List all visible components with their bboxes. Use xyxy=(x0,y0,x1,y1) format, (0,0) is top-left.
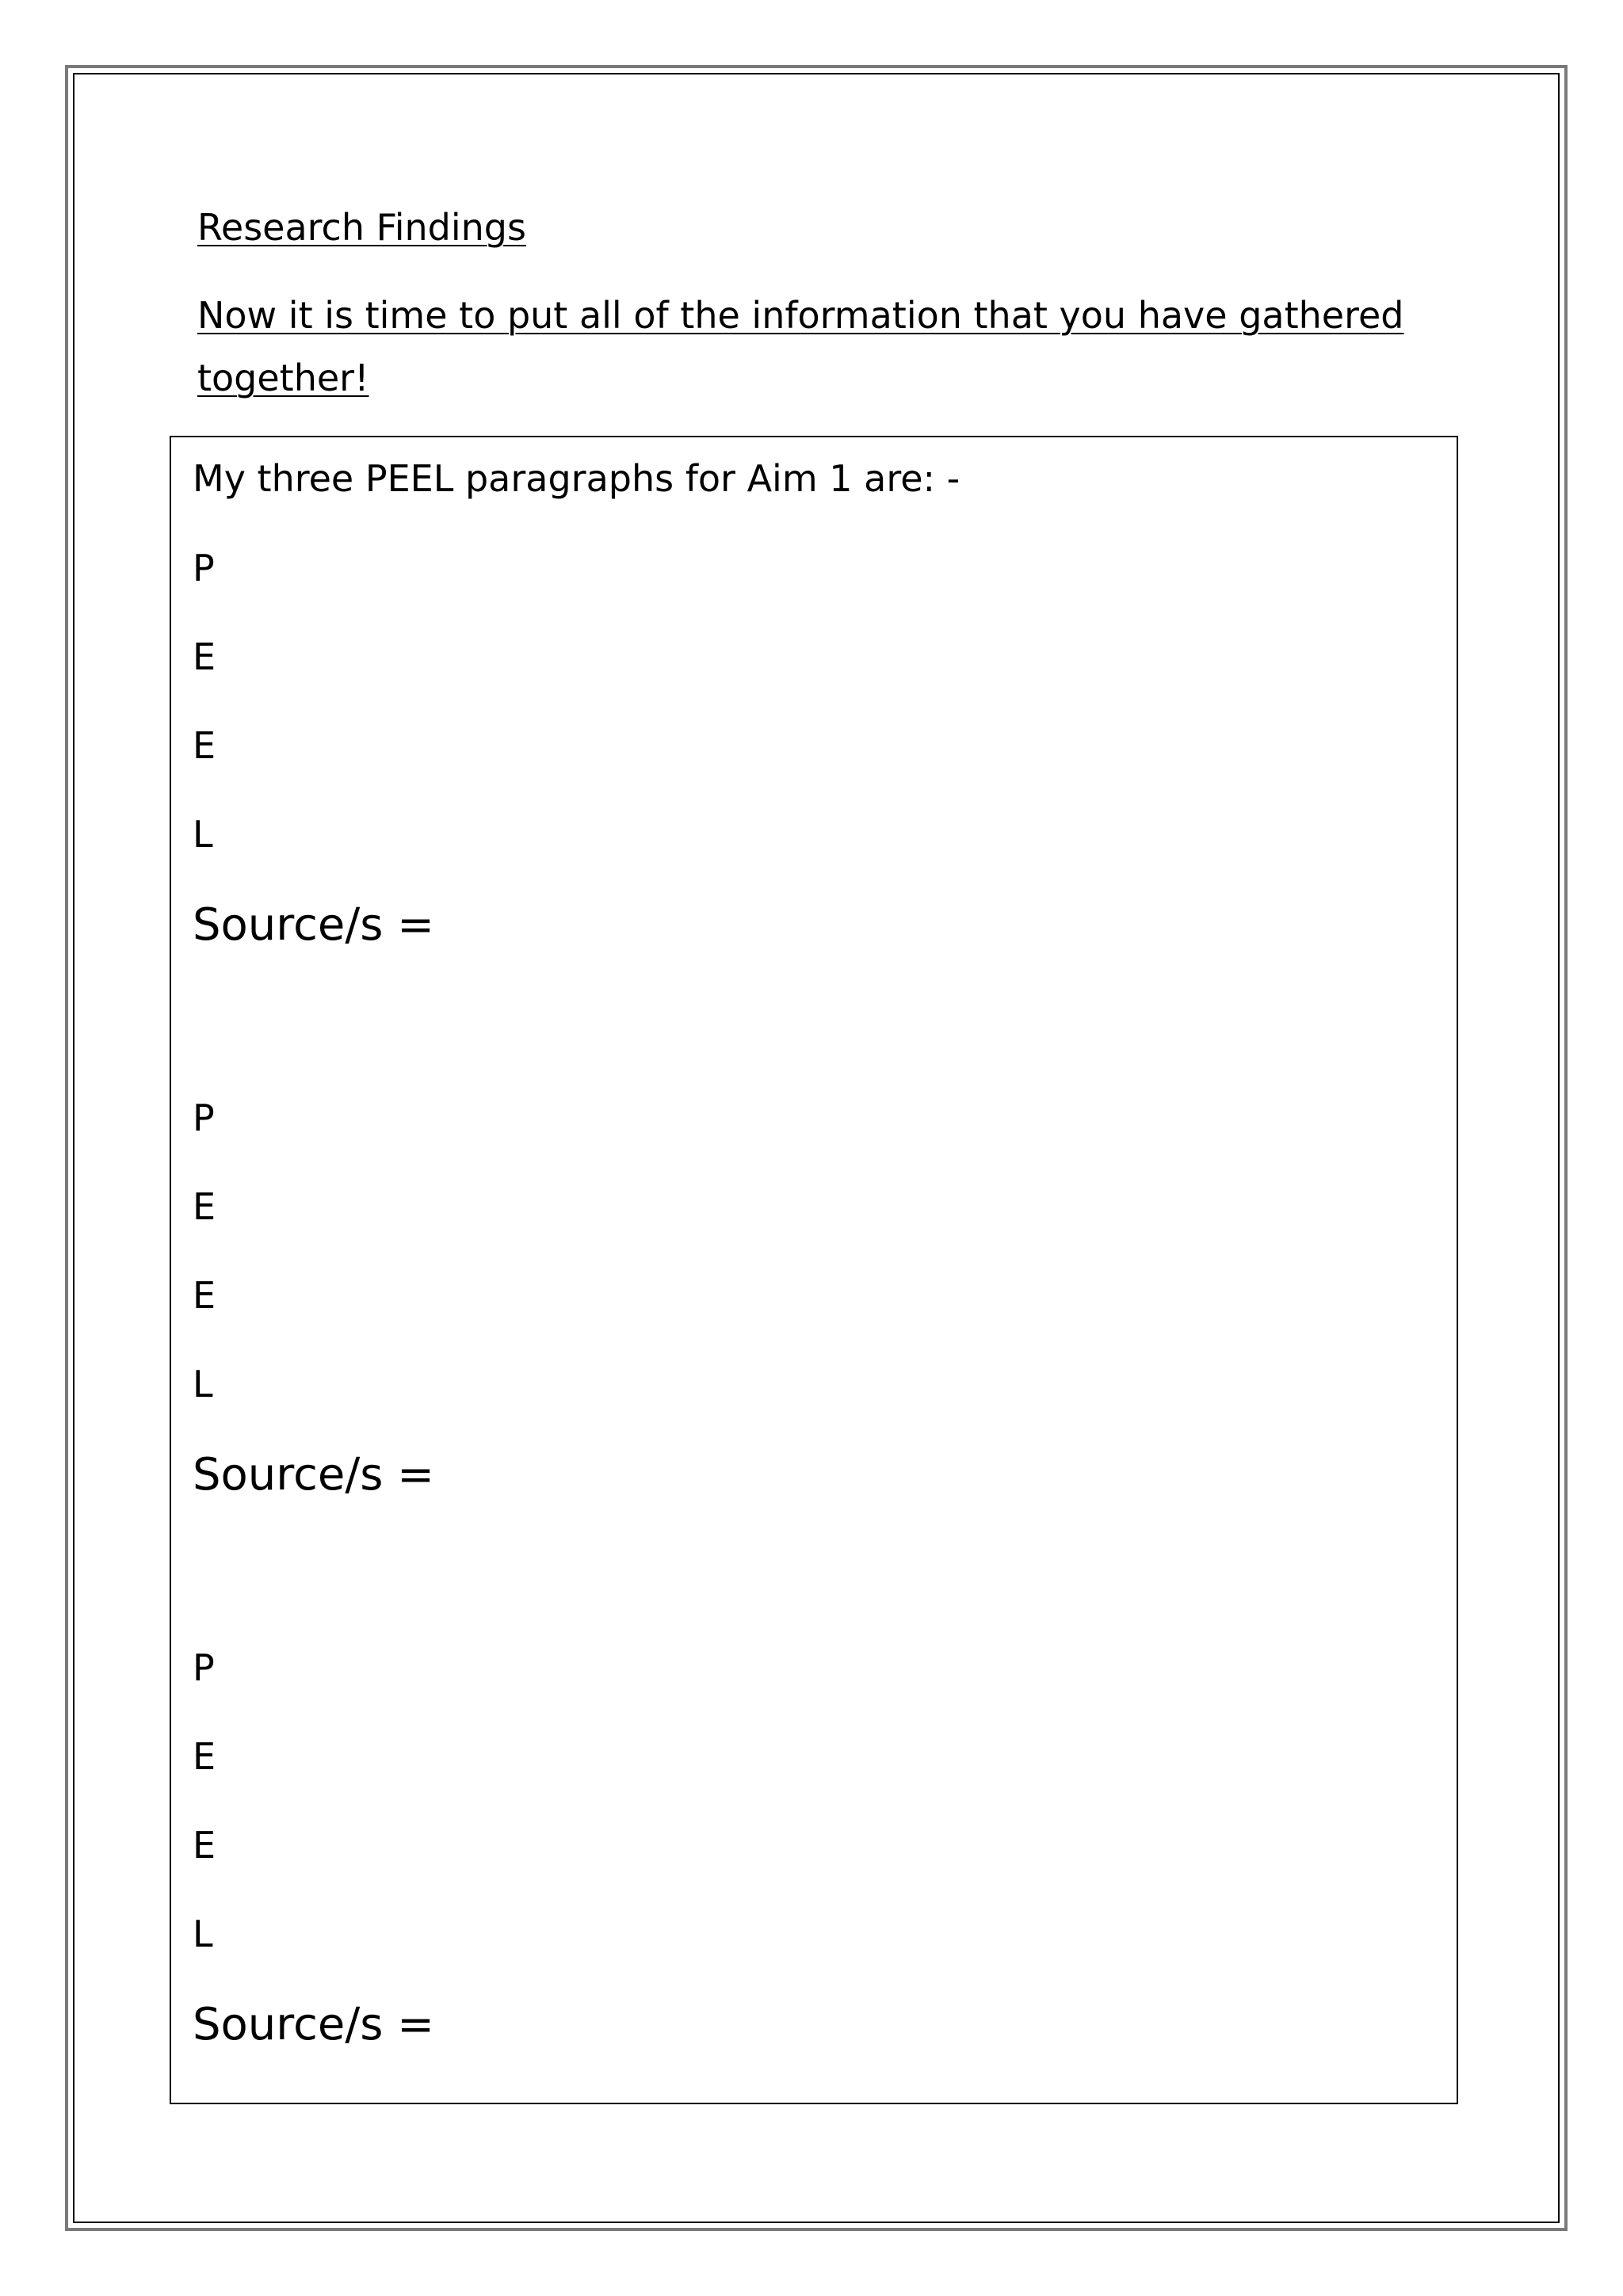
peel-evidence-label: E xyxy=(193,1185,216,1228)
peel-point-label: P xyxy=(193,1097,215,1139)
peel-link-label: L xyxy=(193,1363,213,1405)
intro-text-line-1: Now it is time to put all of the information that you have gathered xyxy=(197,294,1404,337)
peel-source-label: Source/s = xyxy=(193,899,435,951)
peel-evidence-label: E xyxy=(193,1735,216,1778)
page-title: Research Findings xyxy=(197,206,526,249)
peel-explanation-label: E xyxy=(193,724,216,767)
peel-paragraphs-box xyxy=(170,436,1458,2104)
peel-explanation-label: E xyxy=(193,1824,216,1867)
peel-explanation-label: E xyxy=(193,1274,216,1317)
peel-box-heading: My three PEEL paragraphs for Aim 1 are: - xyxy=(193,457,960,500)
peel-point-label: P xyxy=(193,547,215,589)
peel-link-label: L xyxy=(193,813,213,856)
peel-evidence-label: E xyxy=(193,635,216,678)
peel-source-label: Source/s = xyxy=(193,1999,435,2050)
intro-text-line-2: together! xyxy=(197,357,369,399)
peel-source-label: Source/s = xyxy=(193,1449,435,1501)
peel-point-label: P xyxy=(193,1646,215,1689)
peel-link-label: L xyxy=(193,1913,213,1955)
